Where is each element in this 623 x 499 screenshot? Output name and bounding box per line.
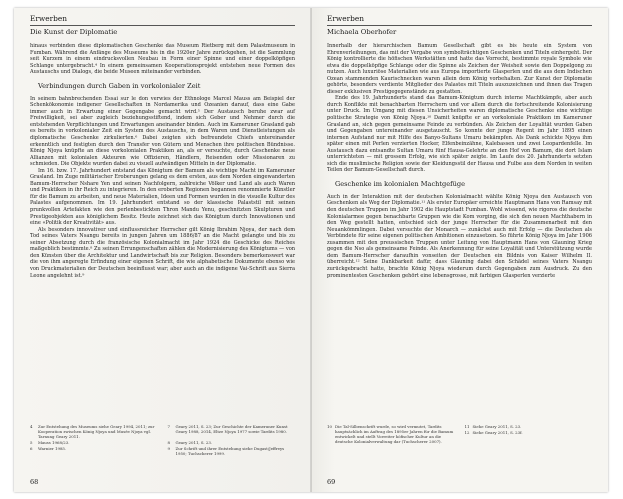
section-heading: Geschenke im kolonialen Machtgefüge <box>335 179 465 188</box>
page-number: 69 <box>327 478 336 486</box>
paragraph: hinaus verbinden diese diplomatischen Geschenke das Museum Rietberg mit dem Palastmuseum in Fumban. Während die Anfänge des Museums bis in die 1920er Jahre zurückgehen, ist die Sammlung seit Kurzem in einem eindrucksvollen Neubau in Form einer Spinne und einer doppelköpfigen Schlange untergebracht.⁴ In einem gemeinsamen Kooperationsprojekt entstehen neue Formen des Austauschs und Dialogs, die beide Museen miteinander verbinden. <box>30 43 295 76</box>
header-rule <box>30 25 295 26</box>
footnotes <box>327 424 592 445</box>
section-heading: Verbindungen durch Gaben in vorkolonialer Zeit <box>38 81 201 90</box>
footnote: 10 Die Tal-Silbenschrift wurde, so wird vermutet, Tardits hauptsächlich im Auftrag des 1895er Jahren für die Bamum entwickelt und stellt Vorreiter höfischer Kultur an die deutsche Kolonialverwaltung dar (Tuchscherer 2007). <box>327 424 454 444</box>
page-number: 68 <box>30 478 39 486</box>
paragraph: Im 16. bzw. 17. Jahrhundert entstand das Königtum der Bamum als wichtige Macht im Kameruner Grasland. Im Zuge militärischer Eroberungen gelang es dem ersten, aus dem Norden eingewanderten Bamum-Herrscher Nshare Yen und seinen Nachfolgern, zahlreiche Völker und Land als auch Waren und Praktiken in ihr Reich zu integrieren. In den eroberten Regionen begannen renommierte Künstler für die Bamum zu arbeiten, und neue Materialien, Ideen und Formen wurden in die visuelle Kultur des Palastes aufgenommen. Im 19. Jahrhundert entstand so der klassische Palaststil mit seinen prunkvollen Artefakten wie den perlenbestickten Thron Mandu Yenu, geschnitzten Skulpturen und Prestigeobjekten aus königlichem Besitz. Heute zeichnet sich das Königtum durch Innovationen und eine «Politik der Kreativität» aus. <box>30 167 295 227</box>
right-page <box>311 8 608 492</box>
body-text <box>327 43 592 279</box>
footnote: 12 Siehe Geary 2011, S. 23f. <box>464 430 523 435</box>
footnote: 4 Zur Entstehung des Museums siehe Geary 1994, 2011; zur Kooperation zwischen König Njoya und Musée Njoya vgl. Tarnung Geary 2011. <box>30 424 155 439</box>
footnote: 8 Geary 2011, S. 23. <box>167 440 213 445</box>
paragraph: Innerhalb der hierarchischen Bamum Gesellschaft gibt es bis heute ein System von Ehrenverleihungen, das mit der Vergabe von symbolträchtigen Geschenken und Titeln einhergeht. Der König kontrollierte die höfischen Werkstätten und hatte das Vorrecht, bestimmte royale Symbole wie etwa die doppelköpfige Schlange oder die Spinne als Zeichen der Weisheit sowie den Doppelgong zu nutzen. Auch luxuriöse Materialien wie aus Europa importierte Glasperlen und die aus dem Indischen Ozean stammenden Kaurischnecken waren allein dem König vorbehalten. Zur Kunst der Diplomatie gehörte, besonders verdiente Mitglieder des Palastes mit Titeln auszuzeichnen und ihnen das Tragen dieser exklusiven Prestigegegenstände zu gestatten. <box>327 43 592 95</box>
running-head: Erwerben <box>30 14 68 23</box>
paragraph: Auch in der Interaktion mit der deutschen Kolonialmacht wählte König Njoya den Austausch von Geschenken als Weg der Diplomatie.¹¹ Als erster Europäer erreichte Hauptmann Hans von Ramsay mit den deutschen Truppen im Jahr 1902 die Hauptstadt Fumban. Wohl wissend, wie rigoros die deutsche Kolonialarmee gegen benachbarte Gruppen wie die Kom vorging, die sich den neuen Machthabern in den Weg gestellt hatten, entschied sich der junge Herrscher für die Zusammenarbeit mit den Neuankömmlingen. Dabei versuchte der Monarch — zunächst auch mit Erfolg — die Deutschen als Verbündete für seine eigenen politischen Ambitionen einzusetzen. So führte König Njoya im Jahr 1906 zusammen mit den preussischen Truppen unter Leitung von Hauptmann Hans von Glauning Krieg gegen die Nso als gemeinsame Feinde. Als Anerkennung für seine Loyalität und Unterstützung wurde dem Bamum-Herrscher daraufhin vonseiten der Deutschen ein Bildnis von Kaiser Wilhelm II. überreicht.¹² Seine Dankbarkeit dafür, dass Glauning dabei den Schädel seines Vaters Nsangu zurückgebracht hatte, brachte König Njoya wiederum durch Gegengaben zum Ausdruck. Zu den prominentesten Geschenken gehört eine lebensgrosse, mit farbigen Glasperlen verzierte <box>327 193 592 279</box>
footnote-column <box>465 424 593 445</box>
paragraph: Als besonders innovativer und einflussreicher Herrscher gilt König Ibrahim Njoya, der nach dem Tod seines Vaters Nsangu bereits in jungen Jahren um 1886/87 an die Macht gelangte und bis zu seiner Absetzung durch die französische Kolonialmacht im Jahr 1924 die Geschicke des Reiches maßgeblich bestimmte.⁸ Zu seinen Errungenschaften zählen die Modernisierung des Königtums — von den Künsten über die Architektur und Landwirtschaft bis zur Religion. Besonders bemerkenswert war die von ihm angeregte Erfindung einer eigenen Schrift, die wie alphabetische Dokumente ebenso wie von Druckmaterialien der Deutschen beeinflusst war; aber auch an die indigene Vai-Schrift aus Sierra Leone angelehnt ist.⁹ <box>30 226 295 279</box>
header-rule <box>327 25 592 26</box>
left-page <box>14 8 311 492</box>
book-spread <box>14 8 608 492</box>
book-gutter <box>310 8 312 492</box>
body-text <box>30 43 295 279</box>
footnotes <box>30 424 295 457</box>
paragraph: Ende des 19. Jahrhunderts stand das Bamum-Königtum durch interne Machtkämpfe, aber auch durch Konflikte mit benachbarten Herrschern und vor allem durch die fortschreitende Kolonisierung unter Druck. Im Umgang mit diesen Unsicherheiten waren diplomatische Geschenke eine wichtige politische Strategie von König Njoya.¹⁰ Damit knüpfte er an vorkoloniale Praktiken im Kameruner Grasland an, sich gegen gemeinsame Feinde zu verbünden. Als Zeichen der Loyalität wurden Gaben und Gegengaben untereinander ausgetauscht. So konnte der junge Regent im Jahr 1895 einen internen Aufstand nur mit Hilfe des Banyo-Sultans Umaru bekämpfen. Als Dank schickte Njoya ihm später einen mit Perlen verzierten Hocker, Elfenbeinzähne, Kalebassen und zwei Leopardenfelle. Im Austausch dazu entsandte Sultan Umaru fünf Hausa-Gelehrte an den Hof von Bamum, die dort Islam unterrichteten — mit grossem Erfolg, wie sich später zeigte. Im Laufe des 20. Jahrhunderts setzten sich die muslimische Religion sowie der Kleidungsstil der Hausa und Fulbe aus dem Norden in weiten Teilen der Bamum-Gesellschaft durch. <box>327 95 592 174</box>
chapter-subtitle: Die Kunst der Diplomatie <box>30 28 118 36</box>
footnote: 9 Zur Schrift und ihrer Entstehung siehe Dugast/Jeffreys 1950; Tuchscherer 1999. <box>167 446 285 456</box>
paragraph: In seinem bahnbrechenden Essai sur le don verwies der Ethnologe Marcel Mauss am Beispiel der Schenkökonomie indigener Gesellschaften in Nordamerika und Ozeanien darauf, dass eine Gabe immer auch in Erwartung einer Gegengabe gemacht wird.⁵ Der Austausch beruhe zwar auf Freiwilligkeit, sei aber zugleich beziehungsstiftend, indem sich Geber und Nehmer durch die entstehenden Verpflichtungen und Erwartungen aneinander binden. Auch im Kameruner Grasland gab es bereits in vorkolonialer Zeit ein System des Austauschs, in dem Waren und Dienstleistungen als diplomatische Geschenke zirkulierten.⁶ Dabei zeigten sich befreundete Chiefs untereinander erkenntlich und festigten durch den Transfer von Gütern und Menschen ihre politischen Bündnisse. König Njoya knüpfte an diese vorkolonialen Praktiken an, als er versuchte, durch Geschenke neue Allianzen mit kolonialen Akteuren wie Offizieren, Händlern, Reisenden oder Missionaren zu schmieden. Die Objekte wurden dabei zu visuell aufwändigen Mitteln in der Diplomatie. <box>30 95 295 168</box>
running-head: Erwerben <box>327 14 365 23</box>
footnote: 6 Warnier 1985. <box>30 446 67 451</box>
footnote: 5 Mauss 1968/23. <box>30 440 70 445</box>
author-name: Michaela Oberhofer <box>327 28 397 36</box>
footnote: 11 Siehe Geary 2011, S. 23. <box>464 424 522 429</box>
footnote: 7 Geary 2011, S. 23; Zur Geschichte der Kameruner Kunst Geary 1988, 2014, Eltze Njoya 1977 sowie Tardits 1980. <box>167 424 288 434</box>
